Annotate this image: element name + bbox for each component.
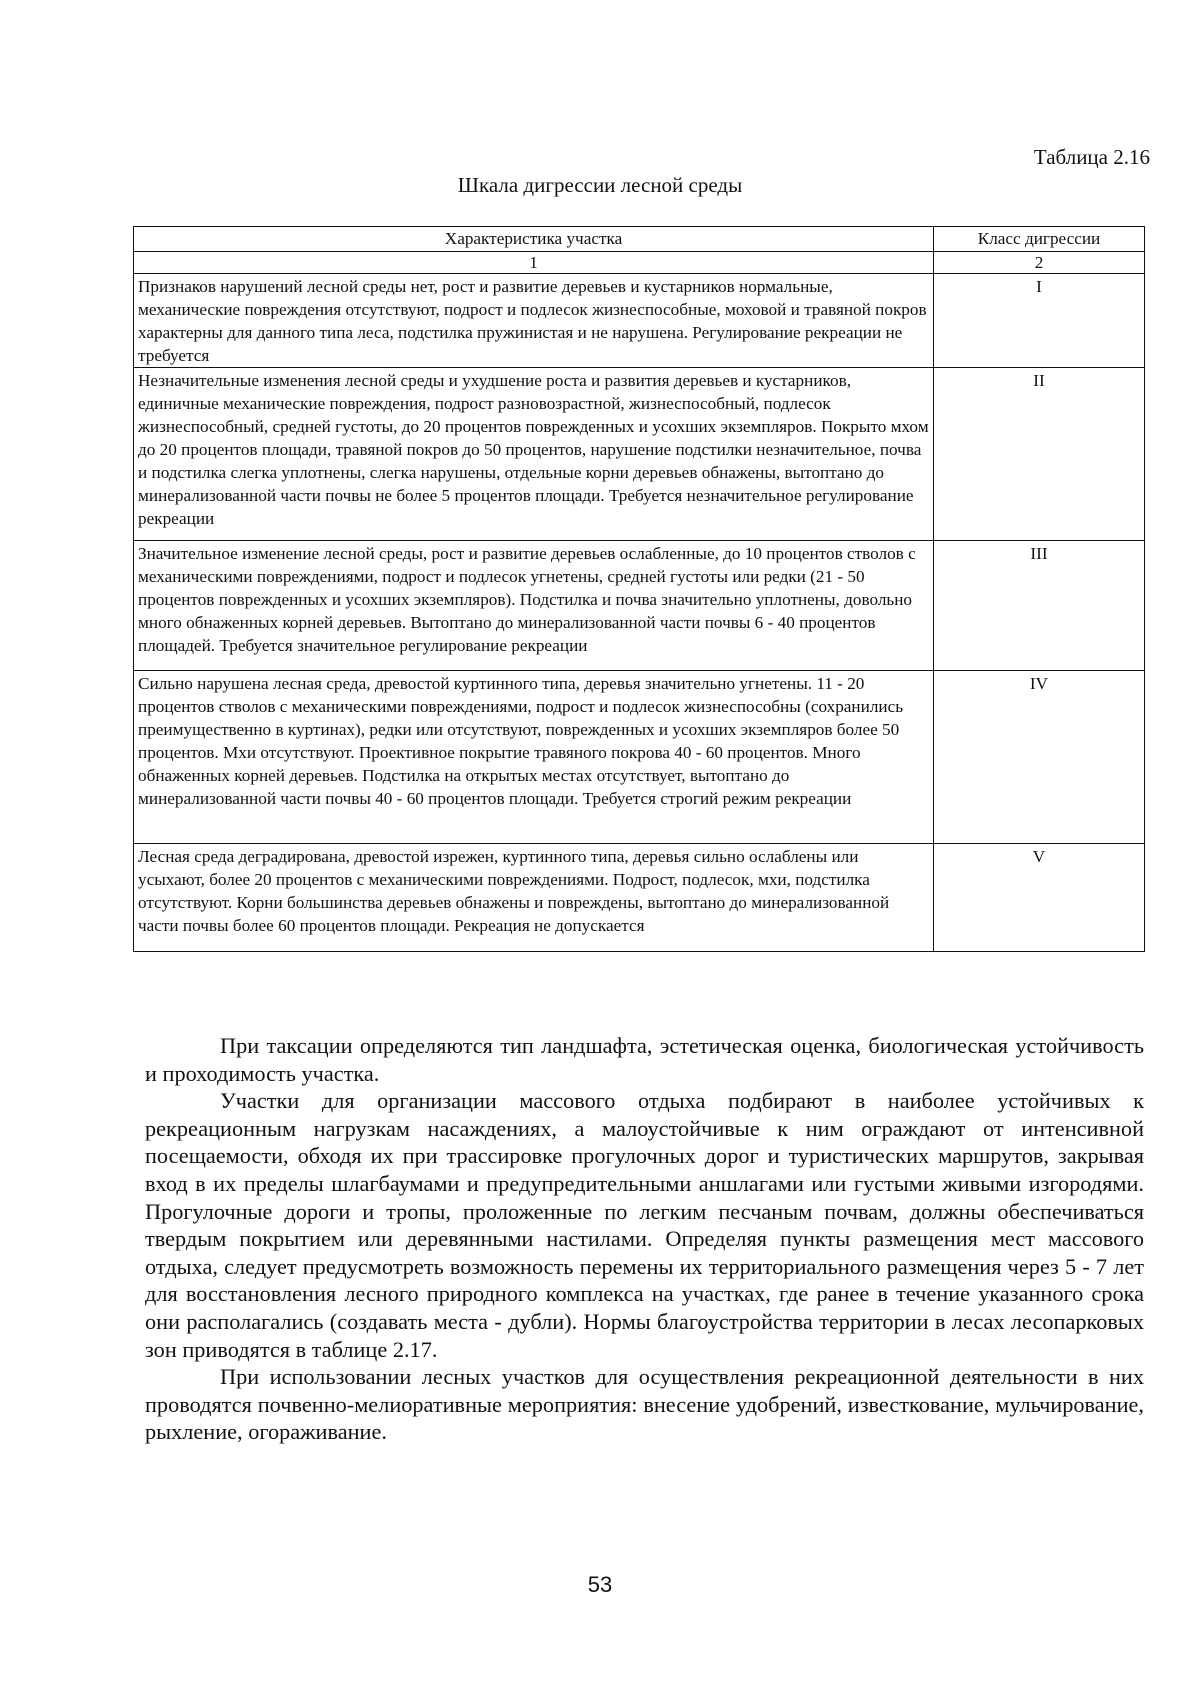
column-number-1: 1	[134, 252, 934, 274]
table-row	[134, 274, 1145, 368]
row-description: Лесная среда деградирована, древостой изрежен, куртинного типа, деревья сильно ослаблены или усыхают, более 20 процентов с механическими повреждениями. Подрост, подлесок, мхи, подстилка отсутствуют. Корни большинства деревьев обнажены и повреждены, вытоптано до минерализованной части почвы более 60 процентов площади. Рекреация не допускается	[134, 844, 934, 952]
row-class: II	[934, 368, 1145, 541]
table-number: Таблица 2.16	[1033, 145, 1150, 169]
column-number-2: 2	[934, 252, 1145, 274]
table-row	[134, 541, 1145, 671]
page-number: 53	[587, 1572, 613, 1597]
paragraph: При использовании лесных участков для осуществления рекреационной деятельности в них проводятся почвенно-мелиоративные мероприятия: внесение удобрений, известкование, мульчирование, рыхление, огораживание.	[145, 1364, 1144, 1445]
table-row	[134, 671, 1145, 844]
row-class: IV	[934, 671, 1145, 844]
paragraph: Участки для организации массового отдыха подбирают в наиболее устойчивых к рекреационным нагрузкам насаждениях, а малоустойчивые к ним ограждают от интенсивной посещаемости, обходя их при трассировке прогулочных дорог и туристических маршрутов, закрывая вход в их пределы шлагбаумами и предупредительными аншлагами или густыми живыми изгородями. Прогулочные дороги и тропы, проложенные по легким песчаным почвам, должны обеспечиваться твердым покрытием или деревянными настилами. Определяя пункты размещения мест массового отдыха, следует предусмотреть возможность перемены их территориального размещения через 5 - 7 лет для восстановления лесного природного комплекса на участках, где ранее в течение указанного срока они располагались (создавать места - дубли). Нормы благоустройства территории в лесах лесопарковых зон приводятся в таблице 2.17.	[145, 1088, 1144, 1362]
column-number-row	[134, 252, 1145, 274]
header-digression-class: Класс дигрессии	[934, 227, 1145, 252]
row-description: Признаков нарушений лесной среды нет, рост и развитие деревьев и кустарников нормальные, механические повреждения отсутствуют, подрост и подлесок жизнеспособные, моховой и травяной покров характерны для данного типа леса, подстилка пружинистая и не нарушена. Регулирование рекреации не требуется	[134, 274, 934, 368]
row-class: III	[934, 541, 1145, 671]
table-row	[134, 368, 1145, 541]
table-row	[134, 844, 1145, 952]
row-description: Значительное изменение лесной среды, рост и развитие деревьев ослабленные, до 10 процентов стволов с механическими повреждениями, подрост и подлесок угнетены, средней густоты или редки (21 - 50 процентов поврежденных и усохших экземпляров). Подстилка и почва значительно уплотнены, довольно много обнаженных корней деревьев. Вытоптано до минерализованной части почвы 6 - 40 процентов площадей. Требуется значительное регулирование рекреации	[134, 541, 934, 671]
digression-table	[133, 226, 1145, 952]
table-header-row	[134, 227, 1145, 252]
row-class: I	[934, 274, 1145, 368]
row-description: Незначительные изменения лесной среды и ухудшение роста и развития деревьев и кустарников, единичные механические повреждения, подрост разновозрастной, жизнеспособный, подлесок жизнеспособный, средней густоты, до 20 процентов поврежденных и усохших экземпляров. Покрыто мхом до 20 процентов площади, травяной покров до 50 процентов, нарушение подстилки незначительное, почва и подстилка слегка уплотнены, слегка нарушены, отдельные корни деревьев обнажены, вытоптано до минерализованной части почвы не более 5 процентов площади. Требуется незначительное регулирование рекреации	[134, 368, 934, 541]
paragraph: При таксации определяются тип ландшафта, эстетическая оценка, биологическая устойчивость и проходимость участка.	[145, 1033, 1144, 1086]
row-class: V	[934, 844, 1145, 952]
header-characteristic: Характеристика участка	[134, 227, 934, 252]
row-description: Сильно нарушена лесная среда, древостой куртинного типа, деревья значительно угнетены. 11 - 20 процентов стволов с механическими повреждениями, подрост и подлесок жизнеспособны (сохранились преимущественно в куртинах), редки или отсутствуют, поврежденных и усохших экземпляров более 50 процентов. Мхи отсутствуют. Проективное покрытие травяного покрова 40 - 60 процентов. Много обнаженных корней деревьев. Подстилка на открытых местах отсутствует, вытоптано до минерализованной части почвы 40 - 60 процентов площади. Требуется строгий режим рекреации	[134, 671, 934, 844]
table-title: Шкала дигрессии лесной среды	[457, 173, 743, 197]
body-text	[145, 1032, 1144, 1446]
